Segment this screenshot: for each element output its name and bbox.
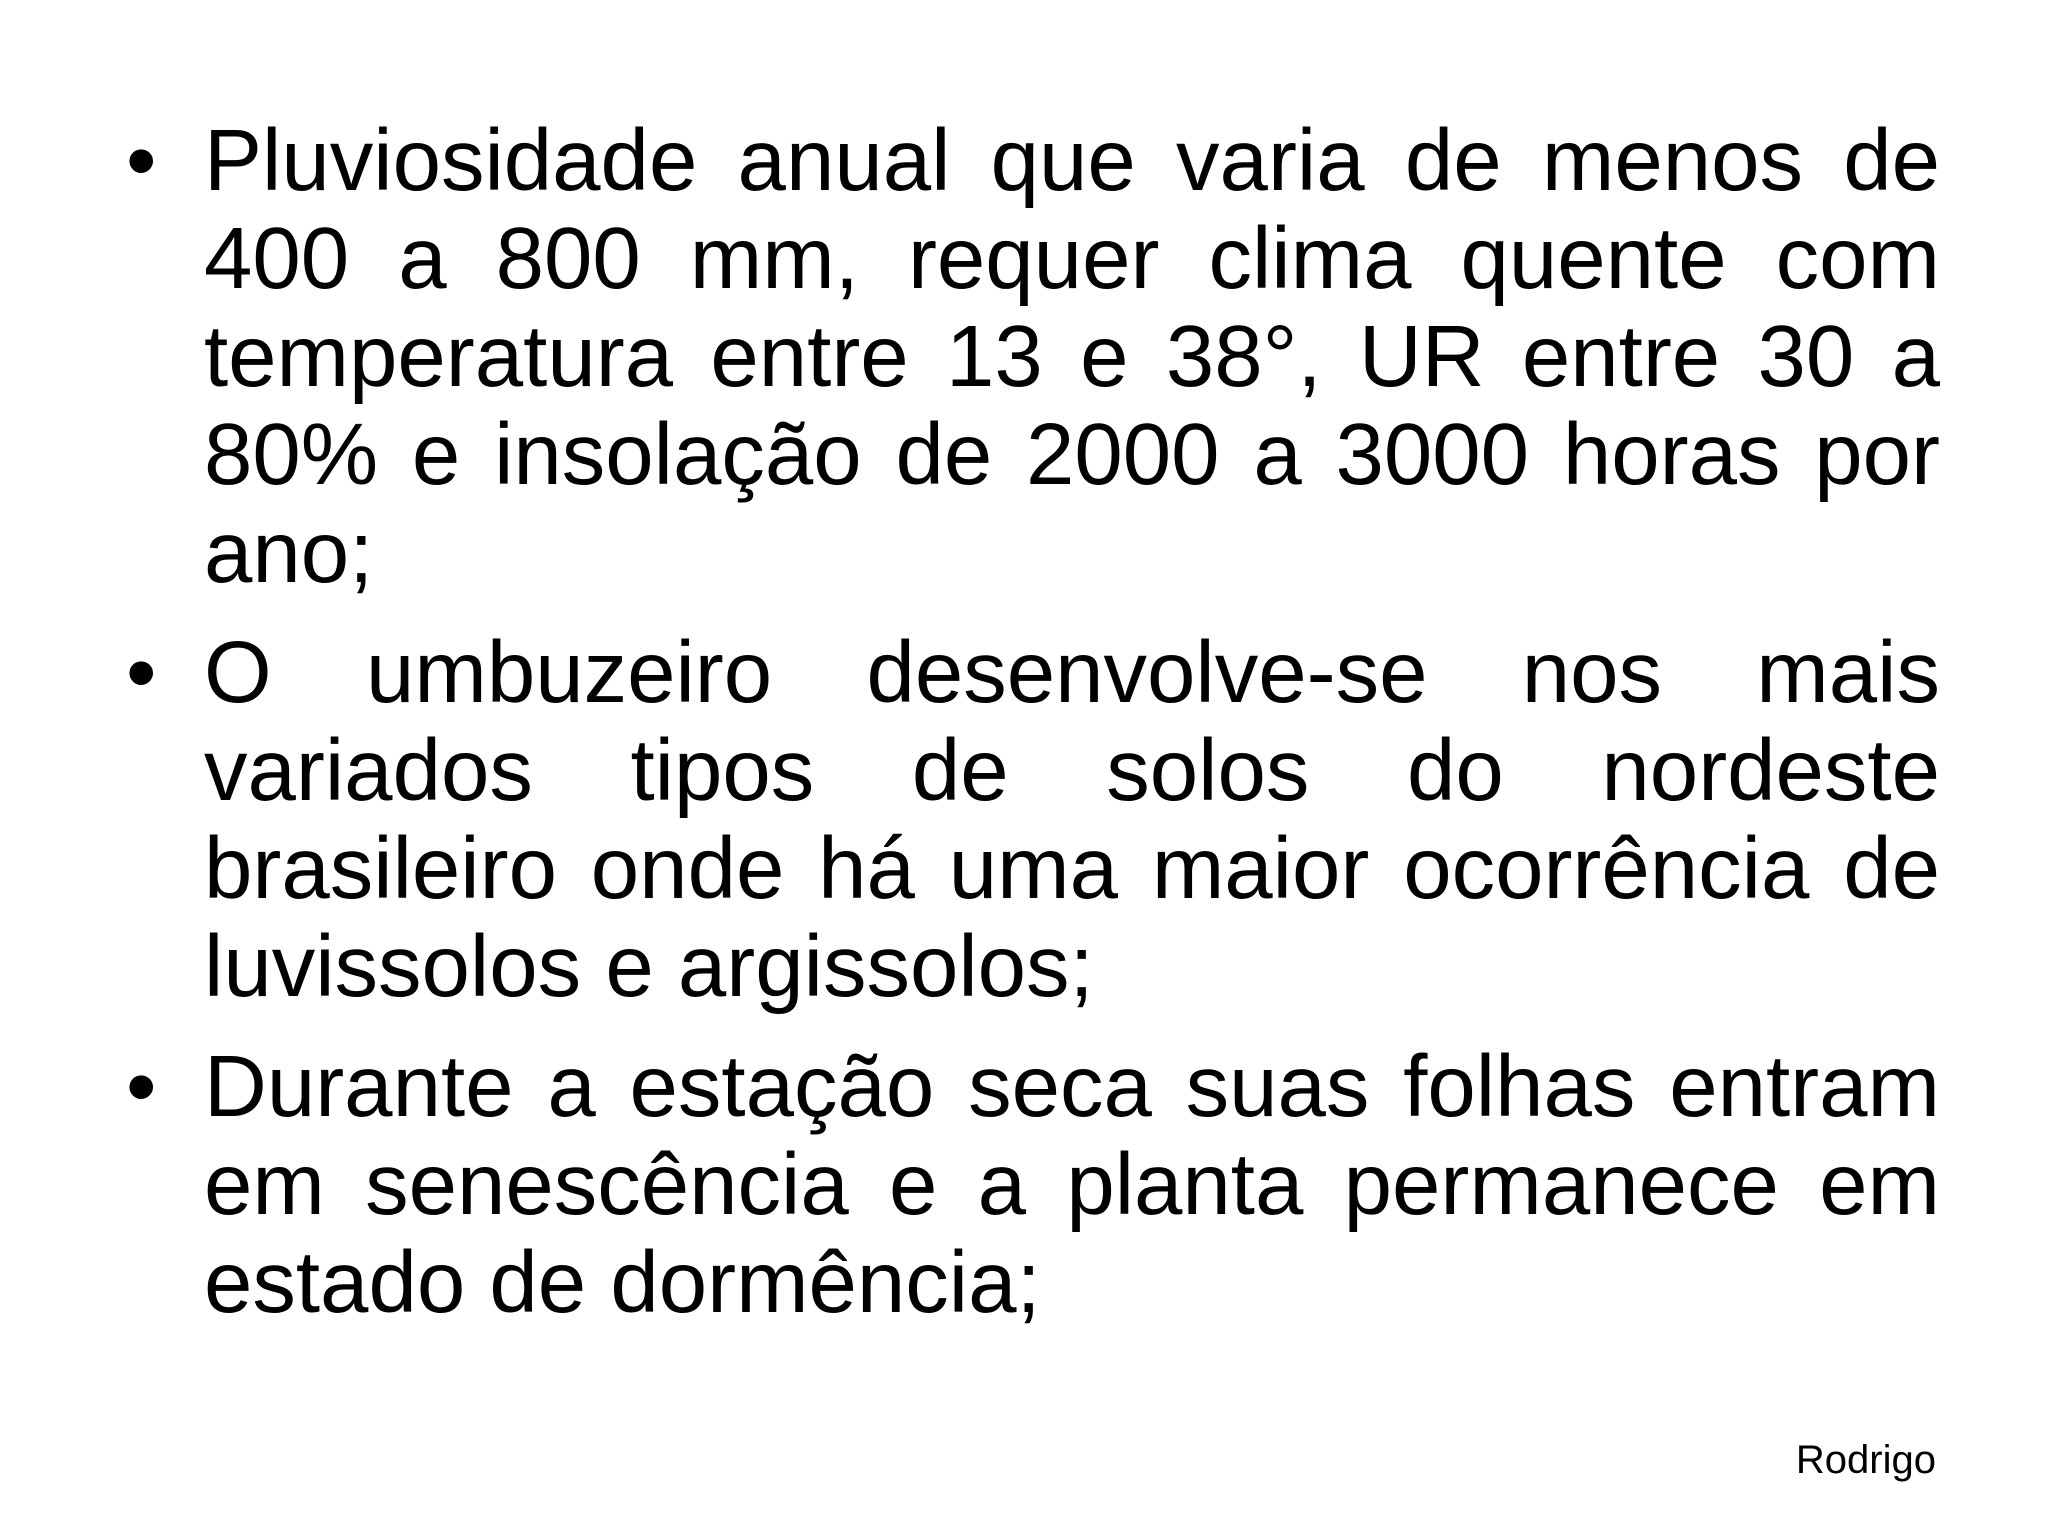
bullet-marker: • <box>126 1038 157 1135</box>
bullet-text: O umbuzeiro desenvolve-se nos mais variados tipos de solos do nordeste brasileiro onde há uma maior ocorrência de luvissolos e argissolos; <box>204 624 1940 1015</box>
bullet-text: Durante a estação seca suas folhas entram em senescência e a planta permanece em estado de dormência; <box>204 1038 1940 1331</box>
bullet-marker: • <box>126 112 157 209</box>
bullet-list <box>120 112 1940 1354</box>
author-label: Rodrigo <box>1795 1438 1936 1482</box>
bullet-item-soils <box>120 624 1940 1016</box>
bullet-item-dormancy <box>120 1038 1940 1332</box>
bullet-item-rainfall <box>120 112 1940 602</box>
bullet-marker: • <box>126 624 157 721</box>
bullet-text: Pluviosidade anual que varia de menos de 400 a 800 mm, requer clima quente com temperatura entre 13 e 38°, UR entre 30 a 80% e insolação de 2000 a 3000 horas por ano; <box>204 112 1940 601</box>
